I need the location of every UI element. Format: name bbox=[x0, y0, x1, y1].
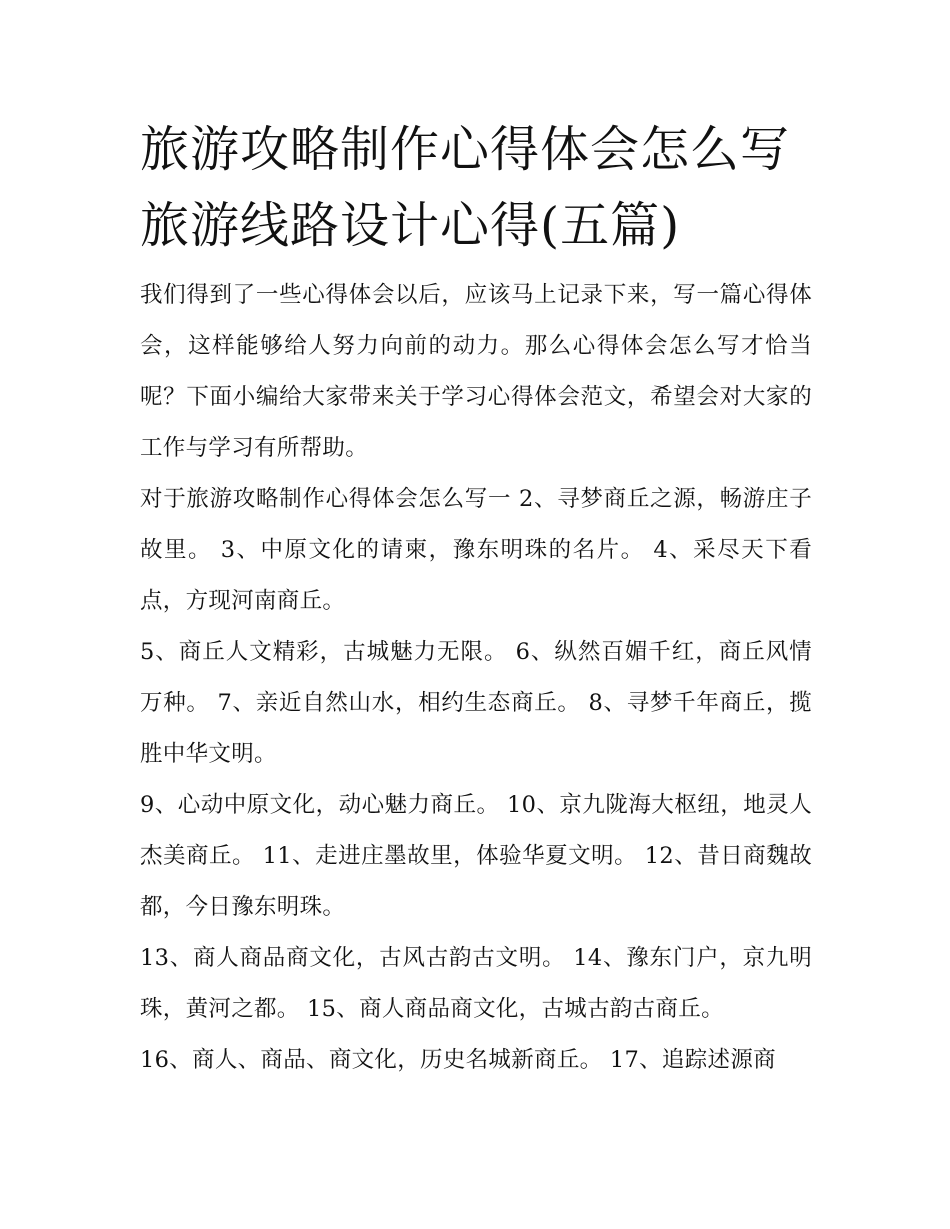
body-paragraph: 16、商人、商品、商文化，历史名城新商丘。 17、追踪述源商 bbox=[140, 1047, 776, 1073]
body-paragraph: 对于旅游攻略制作心得体会怎么写一 2、寻梦商丘之源，畅游庄子故里。 3、中原文化的请柬，豫东明珠的名片。 4、采尽天下看点，方现河南商丘。 bbox=[140, 486, 812, 614]
title-line-1: 旅游攻略制作心得体会怎么写 bbox=[140, 121, 791, 178]
body-paragraph: 13、商人商品商文化，古风古韵古文明。 14、豫东门户，京九明珠，黄河之都。 15、商人商品商文化，古城古韵古商丘。 bbox=[140, 945, 812, 1022]
title-line-2: 旅游线路设计心得(五篇) bbox=[140, 197, 681, 254]
document-page bbox=[140, 112, 812, 1086]
document-title bbox=[140, 112, 812, 264]
body-paragraph: 9、心动中原文化，动心魅力商丘。 10、京九陇海大枢纽，地灵人杰美商丘。 11、走进庄墨故里，体验华夏文明。 12、昔日商魏故都，今日豫东明珠。 bbox=[140, 792, 812, 920]
intro-paragraph: 我们得到了一些心得体会以后，应该马上记录下来，写一篇心得体会，这样能够给人努力向前的动力。那么心得体会怎么写才恰当呢？下面小编给大家带来关于学习心得体会范文，希望会对大家的工作与学习有所帮助。 bbox=[140, 282, 812, 461]
body-paragraph: 5、商丘人文精彩，古城魅力无限。 6、纵然百媚千红，商丘风情万种。 7、亲近自然山水，相约生态商丘。 8、寻梦千年商丘，揽胜中华文明。 bbox=[140, 639, 812, 767]
